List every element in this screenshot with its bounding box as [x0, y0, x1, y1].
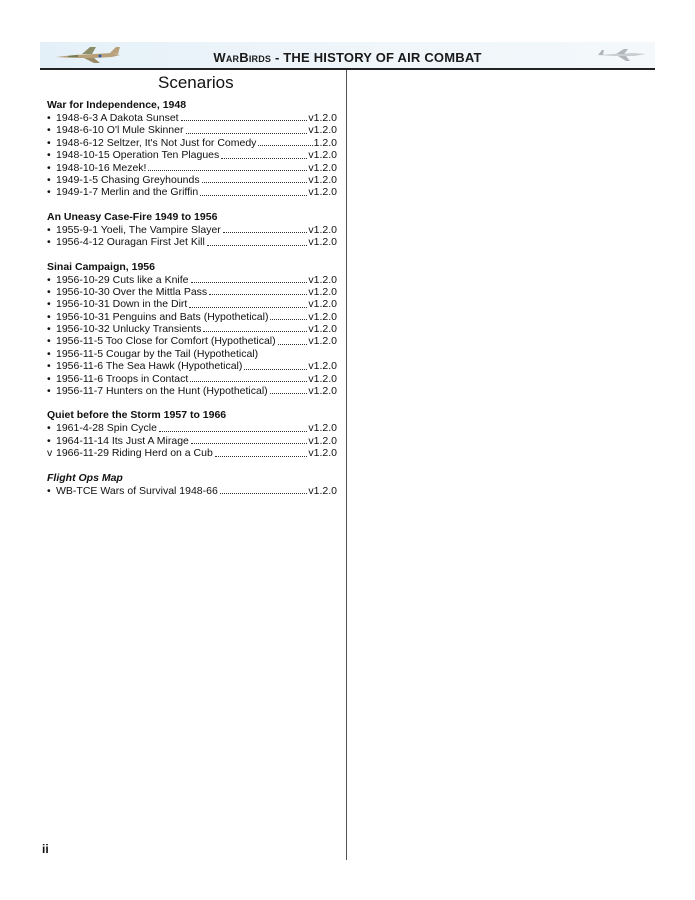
bullet-marker: • — [47, 434, 51, 447]
bullet-marker: • — [47, 236, 51, 249]
bullet-marker: • — [47, 124, 51, 137]
dot-leader — [278, 344, 308, 345]
version-label: v1.2.0 — [308, 236, 337, 249]
bullet-marker: • — [47, 310, 51, 323]
bullet-marker: • — [47, 385, 51, 398]
scenario-entry — [47, 447, 337, 459]
page-header — [40, 42, 655, 68]
scenario-entry — [47, 385, 337, 397]
bullet-marker: • — [47, 323, 51, 336]
bullet-marker: • — [47, 111, 51, 124]
scenario-name: 1966-11-29 Riding Herd on a Cub — [56, 447, 213, 460]
scenario-entry — [47, 422, 337, 434]
scenario-entry — [47, 162, 337, 174]
version-label: v1.2.0 — [308, 447, 337, 460]
version-label: v1.2.0 — [308, 111, 337, 124]
dot-leader — [186, 133, 308, 134]
scenario-name: 1956-11-5 Cougar by the Tail (Hypothetical) — [56, 347, 259, 360]
scenario-entry — [47, 485, 337, 497]
bullet-marker: • — [47, 360, 51, 373]
scenario-entry — [47, 274, 337, 286]
bullet-marker: • — [47, 422, 51, 435]
scenario-section — [47, 99, 337, 199]
version-label: v1.2.0 — [308, 335, 337, 348]
scenario-name: 1956-10-31 Penguins and Bats (Hypothetical) — [56, 310, 269, 323]
dot-leader — [258, 145, 312, 146]
scenario-entry — [47, 298, 337, 310]
dot-leader — [200, 195, 307, 196]
version-label: v1.2.0 — [308, 310, 337, 323]
scenario-entry — [47, 124, 337, 136]
bullet-marker: • — [47, 161, 51, 174]
scenario-name: 1964-11-14 Its Just A Mirage — [56, 434, 189, 447]
scenario-name: 1956-11-6 Troops in Contact — [56, 372, 189, 385]
dot-leader — [270, 393, 308, 394]
dot-leader — [191, 443, 308, 444]
bullet-marker: • — [47, 273, 51, 286]
header-title — [40, 50, 655, 65]
scenario-entry — [47, 137, 337, 149]
scenario-entry — [47, 311, 337, 323]
scenario-name: 1948-6-3 A Dakota Sunset — [56, 111, 179, 124]
section-heading: War for Independence, 1948 — [47, 99, 187, 111]
scenario-name: 1956-10-29 Cuts like a Knife — [56, 273, 189, 286]
bullet-marker: • — [47, 173, 51, 186]
version-label: v1.2.0 — [308, 372, 337, 385]
scenario-name: WB-TCE Wars of Survival 1948-66 — [56, 484, 218, 497]
bullet-marker: • — [47, 149, 51, 162]
scenario-name: 1956-4-12 Ouragan First Jet Kill — [56, 236, 205, 249]
bullet-marker: • — [47, 347, 51, 360]
scenario-entry — [47, 112, 337, 124]
scenario-name: 1961-4-28 Spin Cycle — [56, 422, 157, 435]
dot-leader — [189, 307, 307, 308]
section-heading: Quiet before the Storm 1957 to 1966 — [47, 409, 227, 422]
version-label: v1.2.0 — [308, 484, 337, 497]
dot-leader — [203, 331, 307, 332]
version-label: v1.2.0 — [308, 285, 337, 298]
page-title: Scenarios — [158, 73, 234, 92]
version-label: v1.2.0 — [308, 422, 337, 435]
scenario-name: 1956-10-30 Over the Mittla Pass — [56, 285, 208, 298]
dot-leader — [159, 431, 307, 432]
dot-leader — [220, 493, 308, 494]
scenario-name: 1949-1-7 Merlin and the Griffin — [56, 186, 199, 199]
dot-leader — [148, 170, 307, 171]
scenario-name: 1948-6-12 Seltzer, It's Not Just for Comedy — [56, 136, 257, 149]
version-label: v1.2.0 — [308, 149, 337, 162]
scenario-section — [47, 261, 337, 398]
scenario-name: 1956-11-5 Too Close for Comfort (Hypothetical) — [56, 335, 276, 348]
scenario-section — [47, 472, 337, 497]
section-heading: Flight Ops Map — [47, 471, 123, 484]
scenario-name: 1948-10-15 Operation Ten Plagues — [56, 149, 220, 162]
dot-leader — [207, 245, 308, 246]
scenario-entry — [47, 335, 337, 347]
scenario-entry — [47, 174, 337, 186]
scenario-name: 1948-6-10 O'l Mule Skinner — [56, 124, 184, 137]
scenario-name: 1956-11-6 The Sea Hawk (Hypothetical) — [56, 360, 243, 373]
bullet-marker: • — [47, 372, 51, 385]
version-label: v1.2.0 — [308, 434, 337, 447]
version-label: v1.2.0 — [308, 173, 337, 186]
bullet-marker: • — [47, 223, 51, 236]
scenario-name: 1955-9-1 Yoeli, The Vampire Slayer — [56, 223, 221, 236]
version-label: v1.2.0 — [308, 223, 337, 236]
dot-leader — [190, 381, 307, 382]
header-subtitle: - THE HISTORY OF AIR COMBAT — [271, 50, 482, 65]
scenario-entry — [47, 236, 337, 248]
bullet-marker: • — [47, 484, 51, 497]
scenario-entry — [47, 348, 337, 360]
dot-leader — [209, 294, 307, 295]
version-label: v1.2.0 — [308, 298, 337, 311]
bullet-marker: • — [47, 298, 51, 311]
version-label: 1.2.0 — [313, 136, 337, 149]
scenario-entry — [47, 373, 337, 385]
version-label: v1.2.0 — [308, 360, 337, 373]
scenario-name: 1956-11-7 Hunters on the Hunt (Hypothetical) — [56, 385, 268, 398]
scenario-name: 1956-10-32 Unlucky Transients — [56, 323, 202, 336]
scenario-entry — [47, 360, 337, 372]
bullet-marker: • — [47, 335, 51, 348]
bullet-marker: v — [47, 447, 53, 460]
scenario-name: 1948-10-16 Mezek! — [56, 161, 147, 174]
dot-leader — [270, 319, 307, 320]
version-label: v1.2.0 — [308, 186, 337, 199]
dot-leader — [221, 158, 307, 159]
version-label: v1.2.0 — [308, 124, 337, 137]
scenario-entry — [47, 149, 337, 161]
jet-aircraft-icon — [594, 48, 650, 67]
version-label: v1.2.0 — [308, 273, 337, 286]
dot-leader — [223, 232, 308, 233]
dot-leader — [191, 282, 308, 283]
dot-leader — [181, 120, 308, 121]
scenario-entry — [47, 224, 337, 236]
scenario-name: 1949-1-5 Chasing Greyhounds — [56, 173, 200, 186]
bullet-marker: • — [47, 186, 51, 199]
scenario-entry — [47, 435, 337, 447]
dot-leader — [215, 456, 308, 457]
header-rule — [40, 68, 655, 70]
bullet-marker: • — [47, 285, 51, 298]
scenario-entry — [47, 186, 337, 198]
dot-leader — [244, 369, 307, 370]
version-label: v1.2.0 — [308, 385, 337, 398]
header-brand: WarBirds — [213, 50, 272, 65]
version-label: v1.2.0 — [308, 161, 337, 174]
scenario-name: 1956-10-31 Down in the Dirt — [56, 298, 188, 311]
scenario-entry — [47, 323, 337, 335]
scenario-section — [47, 211, 337, 249]
column-divider — [346, 70, 347, 860]
bullet-marker: • — [47, 136, 51, 149]
page-number: ii — [42, 842, 49, 856]
scenario-list — [47, 99, 337, 509]
scenario-entry — [47, 286, 337, 298]
scenario-section — [47, 409, 337, 459]
section-heading: Sinai Campaign, 1956 — [47, 260, 155, 273]
version-label: v1.2.0 — [308, 323, 337, 336]
dot-leader — [202, 182, 308, 183]
section-heading: An Uneasy Case-Fire 1949 to 1956 — [47, 210, 218, 223]
